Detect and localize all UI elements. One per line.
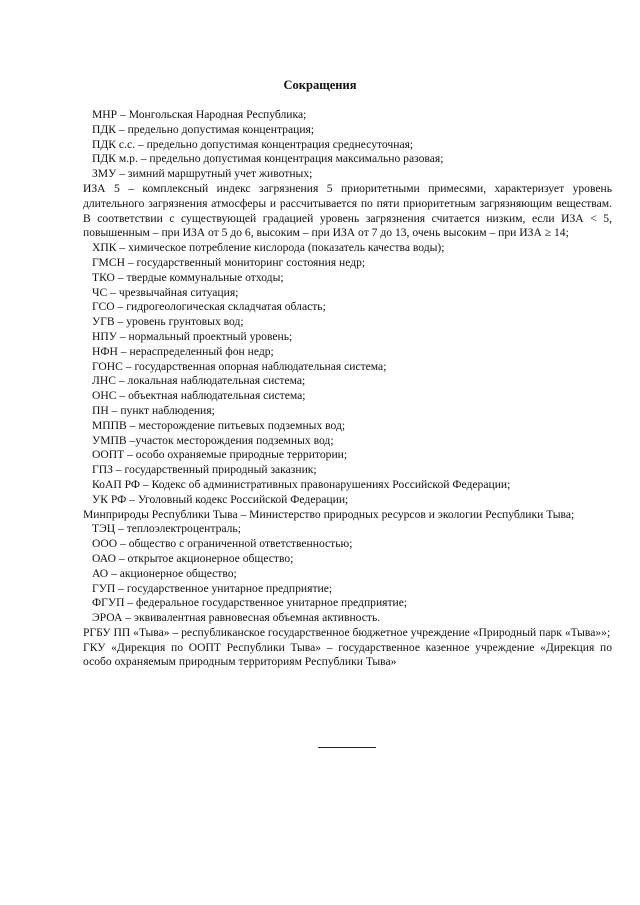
abbreviation-entry: ЭРОА – эквивалентная равновесная объемная активность. (92, 611, 381, 625)
abbreviation-entry: ЛНС – локальная наблюдательная система; (92, 374, 306, 388)
abbreviation-entry: ТЭЦ – теплоэлектроцентраль; (92, 522, 241, 536)
abbreviation-entry: ОАО – открытое акционерное общество; (92, 551, 294, 565)
abbreviation-entry: ЗМУ – зимний маршрутный учет животных; (92, 167, 313, 181)
abbreviation-entry: ГУП – государственное унитарное предприятие; (92, 581, 333, 595)
abbreviation-entry: ГПЗ – государственный природный заказник; (92, 463, 317, 477)
abbreviation-entry: НФН – нераспределенный фон недр; (92, 344, 274, 358)
abbreviations-list (83, 108, 612, 670)
abbreviation-entry: ГСО – гидрогеологическая складчатая область; (92, 300, 326, 314)
abbreviation-entry: ПДК – предельно допустимая концентрация; (92, 122, 315, 136)
abbreviation-entry: МППВ – месторождение питьевых подземных вод; (92, 418, 346, 432)
abbreviation-entry: ТКО – твердые коммунальные отходы; (92, 270, 284, 284)
abbreviation-entry: РГБУ ПП «Тыва» – республиканское государственное бюджетное учреждение «Природный парк «Тыва»»; (83, 625, 611, 639)
abbreviation-entry: ЧС – чрезвычайная ситуация; (92, 285, 239, 299)
abbreviation-entry: ПН – пункт наблюдения; (92, 403, 215, 417)
abbreviation-entry: МНР – Монгольская Народная Республика; (92, 108, 307, 121)
abbreviation-entry: АО – акционерное общество; (92, 566, 237, 580)
end-divider-line (318, 747, 376, 748)
page-title: Сокращения (283, 78, 357, 92)
abbreviation-entry: ГОНС – государственная опорная наблюдательная система; (92, 359, 387, 373)
abbreviation-entry: ООО – общество с ограниченной ответственностью; (92, 537, 353, 551)
abbreviation-entry: ООПТ – особо охраняемые природные территории; (92, 448, 348, 462)
abbreviation-entry: ГМСН – государственный мониторинг состояния недр; (92, 255, 366, 269)
abbreviation-entry: ОНС – объектная наблюдательная система; (92, 389, 306, 403)
abbreviation-entry: ПДК с.с. – предельно допустимая концентрация среднесуточная; (92, 137, 414, 151)
abbreviation-entry: ФГУП – федеральное государственное унитарное предприятие; (92, 596, 408, 610)
abbreviation-entry: ГКУ «Дирекция по ООПТ Республики Тыва» – государственное казенное учреждение «Дирекция по особо охраняемым природным территориям Республики Тыва» (83, 640, 612, 669)
abbreviation-entry: НПУ – нормальный проектный уровень; (92, 329, 293, 343)
abbreviation-entry: УГВ – уровень грунтовых вод; (92, 315, 244, 329)
abbreviation-entry: Минприроды Республики Тыва – Министерство природных ресурсов и экологии Республики Тыва; (83, 507, 575, 521)
abbreviation-entry: УМПВ –участок месторождения подземных вод; (92, 433, 334, 447)
abbreviation-entry: УК РФ – Уголовный кодекс Российской Федерации; (92, 492, 349, 506)
abbreviation-entry: ПДК м.р. – предельно допустимая концентрация максимально разовая; (92, 152, 444, 166)
abbreviation-entry: ИЗА 5 – комплексный индекс загрязнения 5 приоритетными примесями, характеризует уровень длительного загрязнения атмосферы и рассчитывается по пяти приоритетным загрязняющим веществам. В соответствии с существующей градацией уровень загрязнения считается низким, если ИЗА < 5, повышенным – при ИЗА от 5 до 6, высоким – при ИЗА от 7 до 13, очень высоким – при ИЗА ≥ 14; (83, 181, 612, 240)
abbreviation-entry: КоАП РФ – Кодекс об административных правонарушениях Российской Федерации; (92, 477, 511, 491)
abbreviation-entry: ХПК – химическое потребление кислорода (показатель качества воды); (92, 241, 445, 255)
